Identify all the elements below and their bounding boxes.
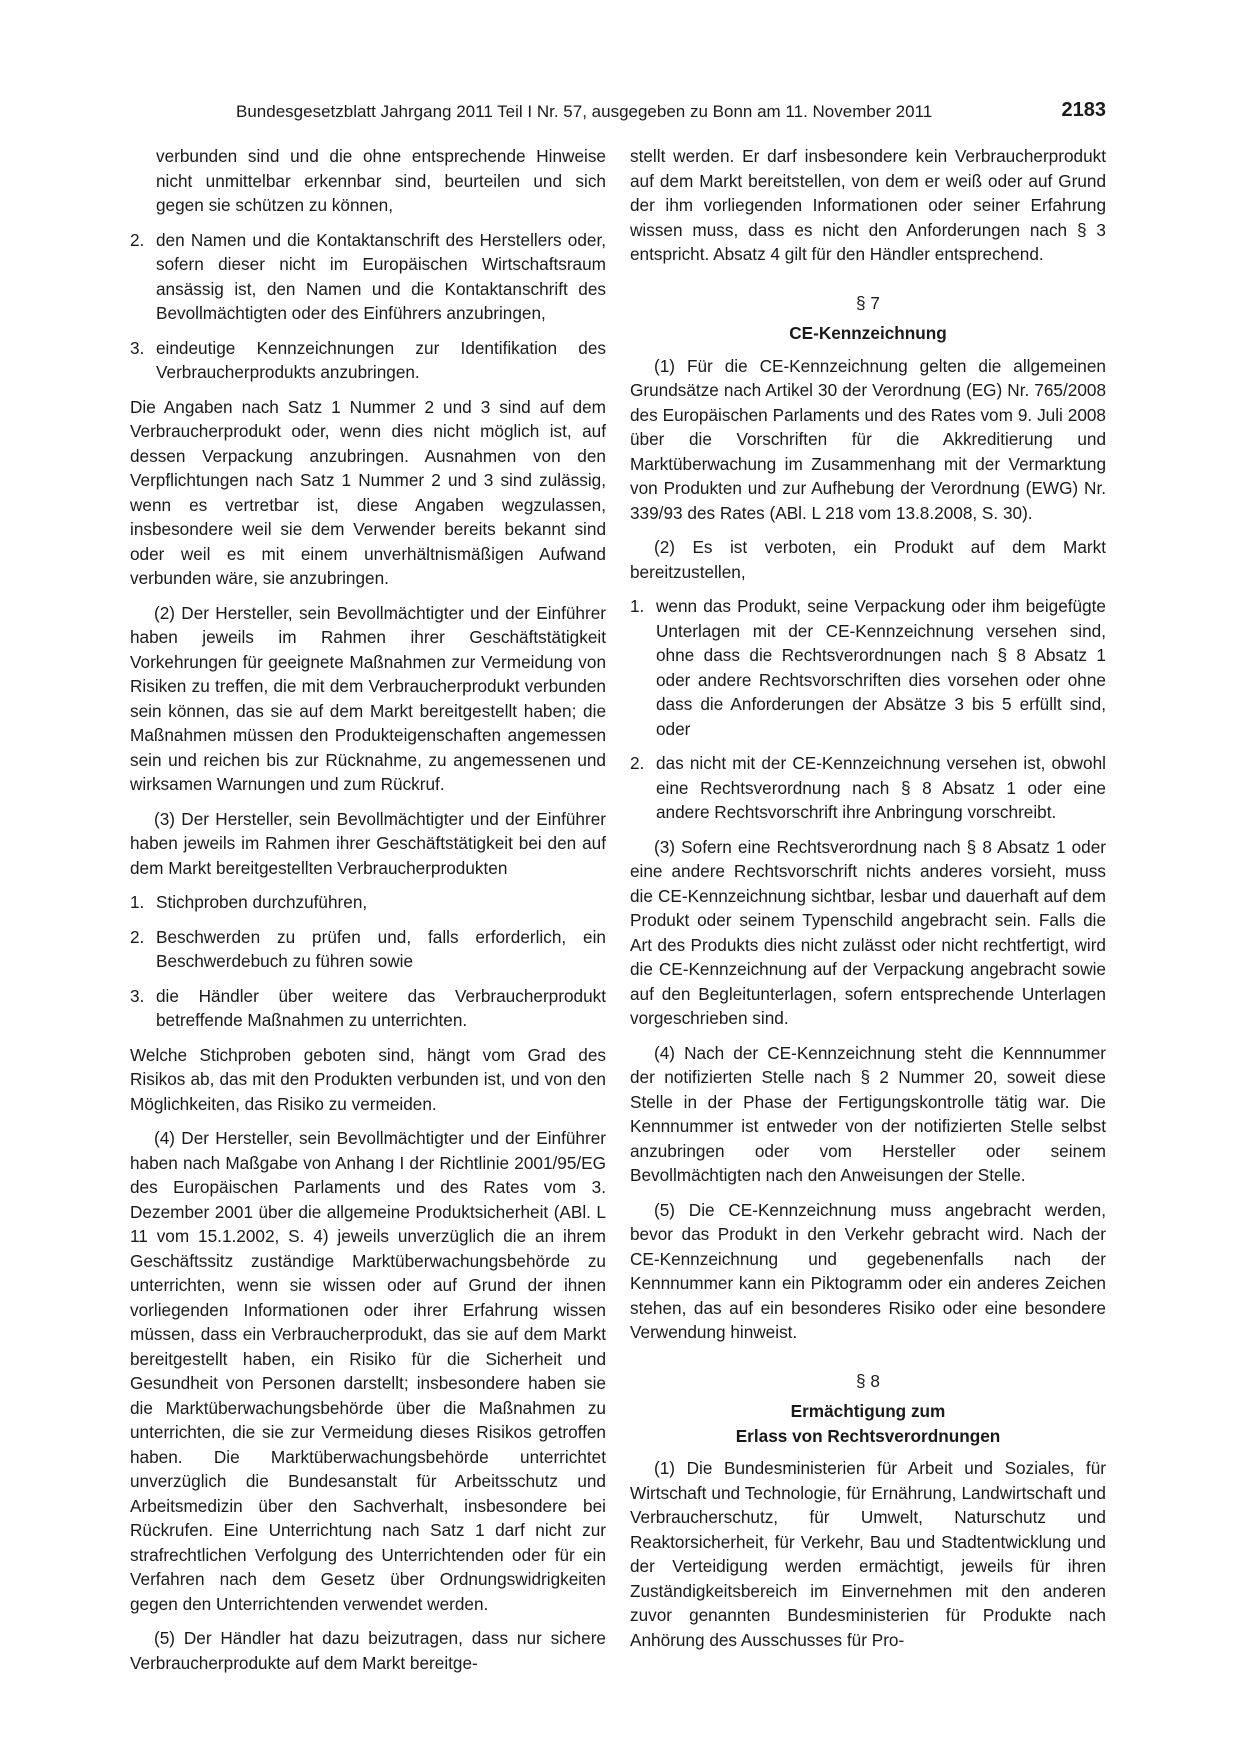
section-title-line: Erlass von Rechtsverordnungen bbox=[735, 1425, 1001, 1446]
header-title: Bundesgesetzblatt Jahrgang 2011 Teil I Nr. 57, ausgegeben zu Bonn am 11. November 2011 bbox=[236, 102, 933, 121]
right-column bbox=[630, 144, 1106, 1662]
paragraph: (3) Der Hersteller, sein Bevollmächtigter und der Einführer haben jeweils im Rahmen ihrer Geschäftstätigkeit bei den auf dem Markt bereitgestellten Verbraucherprodukten bbox=[130, 808, 606, 878]
list-number: 2. bbox=[630, 753, 645, 773]
list-item bbox=[130, 336, 606, 385]
list-text: das nicht mit der CE-Kennzeichnung versehen ist, obwohl eine Rechtsverordnung nach § 8 Absatz 1 oder eine andere Rechtsvorschrift ihre Anbringung vorschreibt. bbox=[656, 753, 1106, 822]
paragraph-continuation: verbunden sind und die ohne entsprechende Hinweise nicht unmittelbar erkennbar sind, beurteilen und sich gegen sie schützen zu können, bbox=[156, 146, 606, 215]
numbered-list bbox=[130, 228, 606, 385]
paragraph: (1) Für die CE-Kennzeichnung gelten die allgemeinen Grundsätze nach Artikel 30 der Verordnung (EG) Nr. 765/2008 des Europäischen Parlaments und des Rates vom 9. Juli 2008 über die Vorschriften für die Akkreditierung und Marktüberwachung im Zusammenhang mit der Vermarktung von Produkten und zur Aufhebung der Verordnung (EWG) Nr. 339/93 des Rates (ABl. L 218 vom 13.8.2008, S. 30). bbox=[630, 355, 1106, 523]
list-number: 1. bbox=[130, 892, 145, 912]
paragraph: Die Angaben nach Satz 1 Nummer 2 und 3 sind auf dem Verbraucherprodukt oder, wenn dies nicht möglich ist, auf dessen Verpackung anzubringen. Ausnahmen von den Verpflichtungen nach Satz 1 Nummer 2 und 3 sind zulässig, wenn es vertretbar ist, diese Angaben wegzulassen, insbesondere weil sie dem Verwender bereits bekannt sind oder weil es mit einem unverhältnismäßigen Aufwand verbunden wäre, sie anzubringen. bbox=[130, 396, 606, 588]
list-item bbox=[130, 228, 606, 326]
list-text: wenn das Produkt, seine Verpackung oder ihm beigefügte Unterlagen mit der CE-Kennzeichnung versehen sind, ohne dass die Rechtsverordnungen nach § 8 Absatz 1 oder andere Rechtsvorschriften dies vorsehen oder ohne dass die Anforderungen der Absätze 3 bis 5 erfüllt sind, oder bbox=[656, 596, 1106, 739]
list-item bbox=[130, 984, 606, 1033]
section-title-line: Ermächtigung zum bbox=[790, 1401, 946, 1421]
paragraph: (4) Nach der CE-Kennzeichnung steht die Kennnummer der notifizierten Stelle nach § 2 Nummer 20, soweit diese Stelle in der Phase der Fertigungskontrolle tätig war. Die Kennnummer ist entweder von der notifizierten Stelle selbst anzubringen oder vom Hersteller oder seinem Bevollmächtigten nach den Anweisungen der Stelle. bbox=[630, 1042, 1106, 1185]
section-number: § 7 bbox=[856, 292, 880, 313]
list-number: 2. bbox=[130, 926, 145, 947]
left-column bbox=[130, 144, 606, 1685]
list-item bbox=[630, 751, 1106, 825]
section-number: § 8 bbox=[856, 1370, 880, 1391]
section-title: CE-Kennzeichnung bbox=[789, 323, 947, 343]
paragraph: (3) Sofern eine Rechtsverordnung nach § 8 Absatz 1 oder eine andere Rechtsvorschrift nichts anderes vorsieht, muss die CE-Kennzeichnung sichtbar, lesbar und dauerhaft auf dem Produkt oder seinem Typenschild angebracht sein. Falls die Art des Produkts dies nicht zulässt oder nicht rechtfertigt, wird die CE-Kennzeichnung auf der Verpackung angebracht sowie auf den Begleitunterlagen, sofern entsprechende Unterlagen vorgeschrieben sind. bbox=[630, 836, 1106, 1028]
list-number: 3. bbox=[130, 985, 145, 1006]
list-item bbox=[630, 594, 1106, 741]
page-number: 2183 bbox=[1061, 99, 1106, 121]
paragraph-continuation: stellt werden. Er darf insbesondere kein Verbraucherprodukt auf dem Markt bereitstellen, von dem er weiß oder auf Grund der ihm vorliegenden Informationen oder seiner Erfahrung wissen muss, dass es nicht den Anforderungen nach § 3 entspricht. Absatz 4 gilt für den Händler entsprechend. bbox=[630, 146, 1106, 264]
list-item bbox=[130, 890, 606, 915]
paragraph: (1) Die Bundesministerien für Arbeit und Soziales, für Wirtschaft und Technologie, für Ernährung, Landwirtschaft und Verbraucherschutz, für Umwelt, Naturschutz und Reaktorsicherheit, für Verkehr, Bau und Stadtentwicklung und der Verteidigung werden ermächtigt, jeweils für ihren Zuständigkeitsbereich im Einvernehmen mit den anderen zuvor genannten Bundesministerien für Produkte nach Anhörung des Ausschusses für Pro- bbox=[630, 1458, 1106, 1650]
list-text: die Händler über weitere das Verbraucherprodukt betreffende Maßnahmen zu unterrichten. bbox=[156, 985, 606, 1030]
list-text: Stichproben durchzuführen, bbox=[156, 892, 368, 912]
paragraph: (2) Der Hersteller, sein Bevollmächtigter und der Einführer haben jeweils im Rahmen ihrer Geschäftstätigkeit Vorkehrungen für geeignete Maßnahmen zur Vermeidung von Risiken zu treffen, die mit dem Verbraucherprodukt verbunden sein können, das sie auf dem Markt bereitgestellt haben; die Maßnahmen müssen den Produkteigenschaften angemessen sein und reichen bis zur Rücknahme, zu angemessenen und wirksamen Warnungen und zum Rückruf. bbox=[130, 602, 606, 794]
list-number: 2. bbox=[130, 229, 145, 250]
paragraph: Welche Stichproben geboten sind, hängt vom Grad des Risikos ab, das mit den Produkten verbunden ist, und von den Möglichkeiten, das Risiko zu vermeiden. bbox=[130, 1044, 606, 1114]
section-title bbox=[630, 1399, 1106, 1448]
list-item bbox=[130, 925, 606, 974]
paragraph: (4) Der Hersteller, sein Bevollmächtigter und der Einführer haben nach Maßgabe von Anhang I der Richtlinie 2001/95/EG des Europäischen Parlaments und des Rates vom 3. Dezember 2001 über die allgemeine Produktsicherheit (ABl. L 11 vom 15.1.2002, S. 4) jeweils unverzüglich die an ihrem Geschäftssitz zuständige Marktüberwachungsbehörde zu unterrichten, wenn sie wissen oder auf Grund der ihnen vorliegenden Informationen oder ihrer Erfahrung wissen müssen, dass ein Verbraucherprodukt, das sie auf dem Markt bereitgestellt haben, ein Risiko für die Sicherheit und Gesundheit von Personen darstellt; insbesondere haben sie die Marktüberwachungsbehörde über die Maßnahmen zu unterrichten, die sie zur Vermeidung dieses Risikos getroffen haben. Die Marktüberwachungsbehörde unterrichtet unverzüglich die Bundesanstalt für Arbeitsschutz und Arbeitsmedizin über den Sachverhalt, insbesondere bei Rückrufen. Eine Unterrichtung nach Satz 1 darf nicht zur strafrechtlichen Verfolgung des Unterrichtenden oder für ein Verfahren nach dem Gesetz über Ordnungswidrigkeiten gegen den Unterrichtenden verwendet werden. bbox=[130, 1128, 606, 1614]
list-text: eindeutige Kennzeichnungen zur Identifikation des Verbraucherprodukts anzubringen. bbox=[156, 337, 606, 382]
paragraph: (5) Der Händler hat dazu beizutragen, dass nur sichere Verbraucherprodukte auf dem Markt bereitge- bbox=[130, 1628, 606, 1673]
paragraph: (5) Die CE-Kennzeichnung muss angebracht werden, bevor das Produkt in den Verkehr gebracht wird. Nach der CE-Kennzeichnung und gegebenenfalls nach der Kennnummer kann ein Piktogramm oder ein anderes Zeichen stehen, das auf ein besonderes Risiko oder eine besondere Verwendung hinweist. bbox=[630, 1199, 1106, 1342]
list-text: Beschwerden zu prüfen und, falls erforderlich, ein Beschwerdebuch zu führen sowie bbox=[156, 926, 606, 971]
list-text: den Namen und die Kontaktanschrift des Herstellers oder, sofern dieser nicht im Europäischen Wirtschaftsraum ansässig ist, den Namen und die Kontaktanschrift des Bevollmächtigten oder des Einführers anzubringen, bbox=[156, 229, 606, 323]
numbered-list bbox=[130, 890, 606, 1033]
list-number: 1. bbox=[630, 596, 645, 616]
numbered-list bbox=[630, 594, 1106, 825]
list-number: 3. bbox=[130, 337, 145, 358]
paragraph: (2) Es ist verboten, ein Produkt auf dem Markt bereitzustellen, bbox=[630, 537, 1106, 582]
